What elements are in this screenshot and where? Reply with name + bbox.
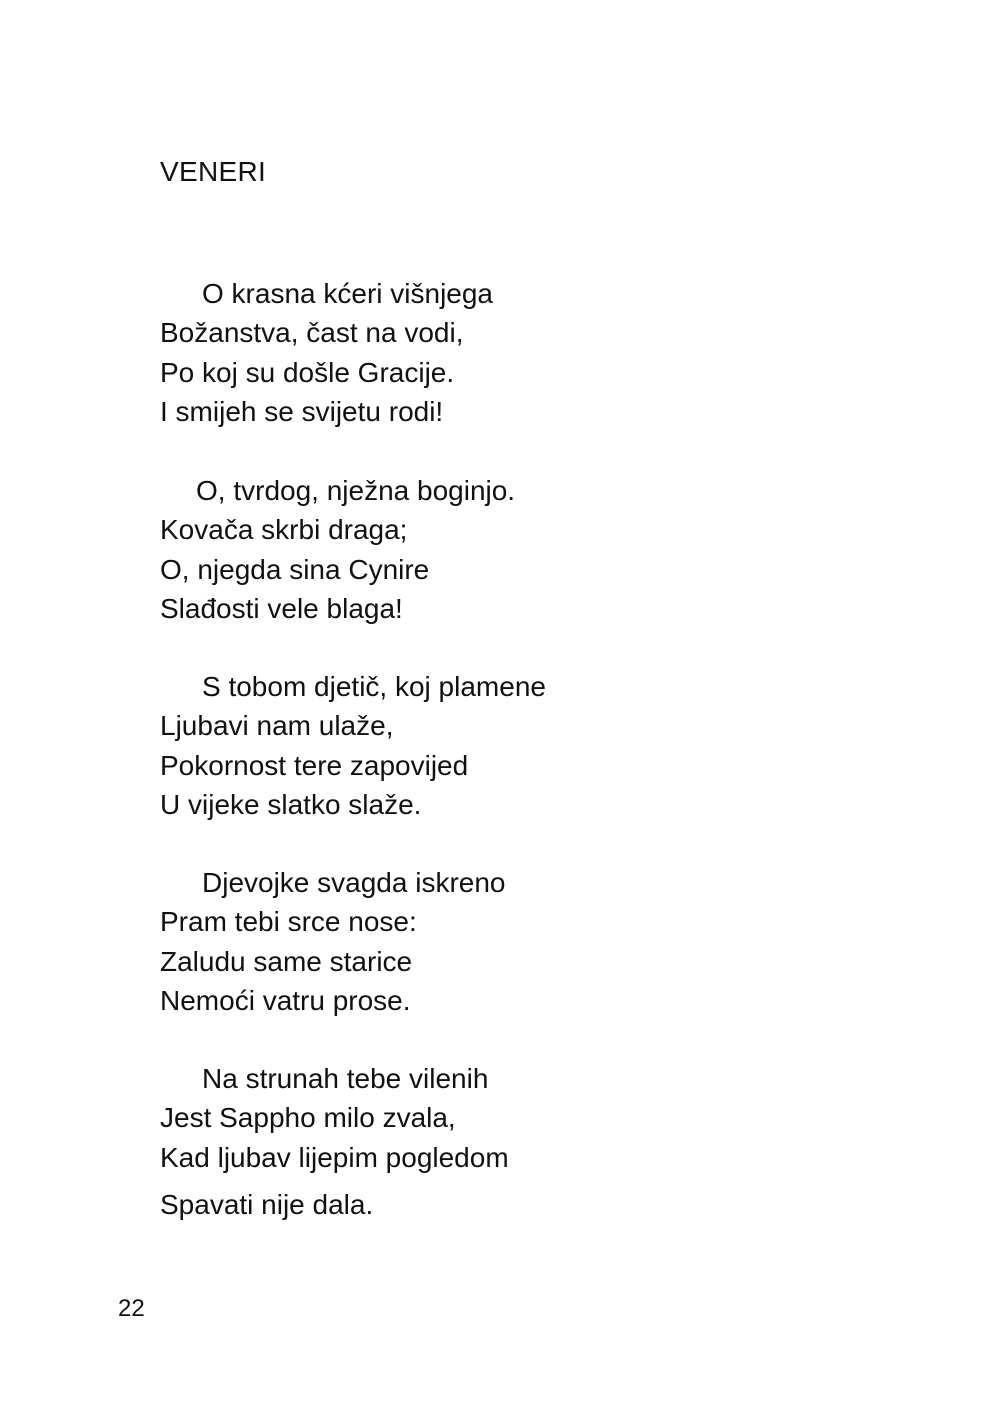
verse-line: Kovača skrbi draga; [160, 514, 408, 546]
verse-line: Pokornost tere zapovijed [160, 749, 469, 781]
verse-line: Pram tebi srce nose: [160, 906, 417, 938]
verse-line: Ljubavi nam ulaže, [160, 710, 394, 742]
verse-line: Djevojke svagda iskreno [202, 867, 506, 898]
verse-line: U vijeke slatko slaže. [160, 788, 422, 820]
verse-line: Nemoći vatru prose. [160, 984, 411, 1016]
verse-line: Božanstva, čast na vodi, [160, 317, 464, 349]
poem-title: VENERI [160, 156, 267, 187]
verse-line: I smijeh se svijetu rodi! [160, 395, 444, 427]
stanza [160, 274, 493, 431]
verse-line: Zaludu same starice [160, 945, 413, 977]
verse-line: S tobom djetič, koj plamene [202, 671, 546, 702]
verse-line: Kad ljubav lijepim pogledom [160, 1141, 509, 1173]
verse-line: Na strunah tebe vilenih [202, 1063, 489, 1094]
verse-line: O krasna kćeri višnjega [202, 278, 494, 309]
verse-line: O, njegda sina Cynire [160, 553, 430, 585]
page-number: 22 [118, 1295, 145, 1322]
verse-line: O, tvrdog, nježna boginjo. [196, 475, 516, 506]
verse-line: Spavati nije dala. [160, 1188, 374, 1220]
stanza [160, 863, 506, 1020]
verse-line: Jest Sappho milo zvala, [160, 1102, 456, 1134]
verse-line: Slađosti vele blaga! [160, 592, 403, 624]
stanza [160, 667, 546, 824]
stanza [160, 1059, 509, 1224]
stanza [160, 471, 515, 628]
verse-line: Po koj su došle Gracije. [160, 356, 455, 388]
